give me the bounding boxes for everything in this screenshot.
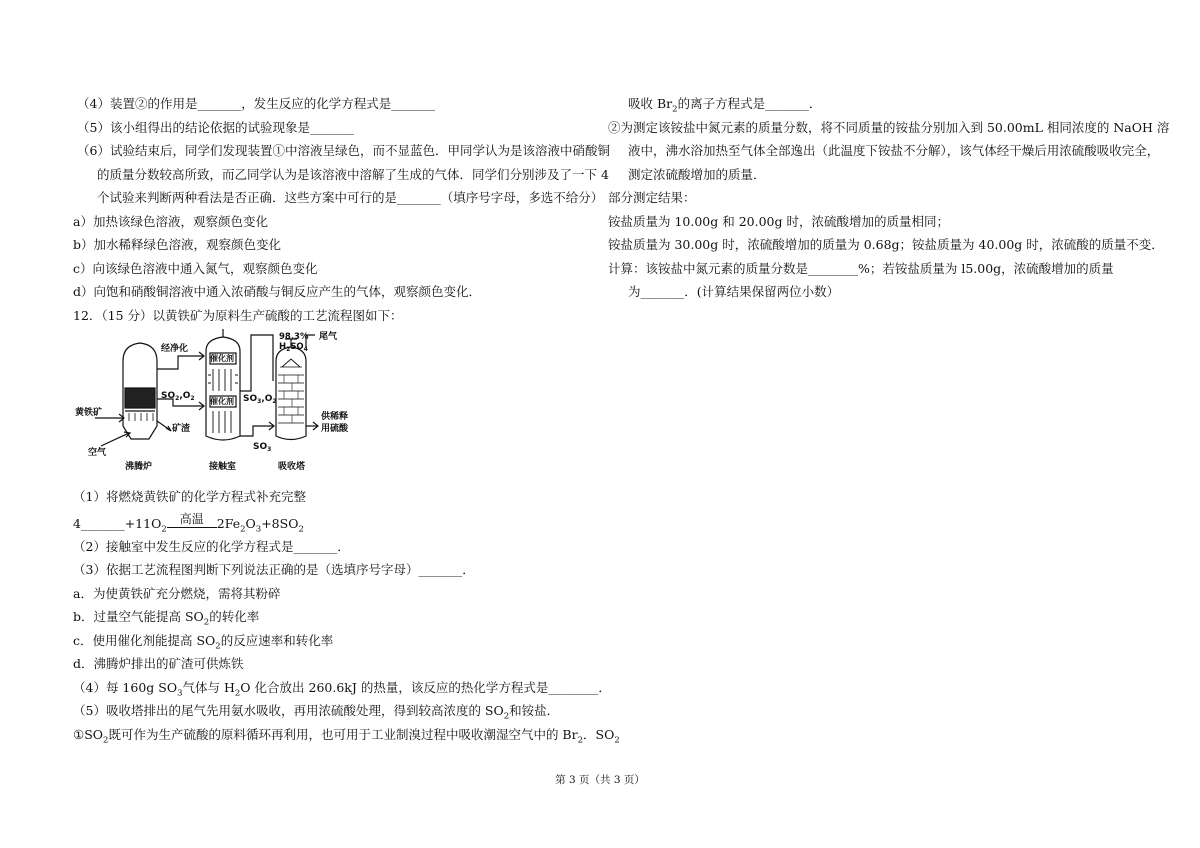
question-12-5: （5）吸收塔排出的尾气先用氨水吸收，再用浓硫酸处理，得到较高浓度的 $SO_2$和铵盐． (73, 703, 560, 722)
question-12-3-b: b．过量空气能提高 $SO_2$的转化率 (73, 609, 260, 628)
question-11-5: （5）该小组得出的结论依据的试验现象是_______ (77, 119, 354, 135)
label-so3: $SO_3$ (253, 442, 272, 453)
label-purified: 经净化 (161, 344, 189, 354)
label-dilution-acid-2: 用硫酸 (321, 424, 349, 434)
right-line-1: 吸收 $Br_2$的离子方程式是_______． (628, 96, 822, 115)
right-line-6: 铵盐质量为 10.00g 和 20.00g 时，浓硫酸增加的质量相同； (608, 213, 949, 229)
option-b: b）加水稀释绿色溶液，观察颜色变化 (73, 237, 282, 252)
label-98-3-percent: 98.3% (279, 332, 309, 342)
question-12-1: （1）将燃烧黄铁矿的化学方程式补充完整 (73, 489, 306, 504)
subscript: 2 (298, 524, 304, 534)
pyrite-combustion-equation (73, 509, 601, 535)
label-h2so4: $H_2SO_4$ (279, 342, 308, 353)
question-12-3: （3）依据工艺流程图判断下列说法正确的是（选填序号字母）_______． (73, 562, 475, 577)
right-line-4: 测定浓硫酸增加的质量． (628, 166, 766, 182)
question-11-4: （4）装置②的作用是_______，发生反应的化学方程式是_______ (77, 96, 435, 111)
question-12-5-1: $①SO_2$既可作为生产硫酸的原料循环再利用，也可用于工业制溴过程中吸收潮湿空气中的 $Br_2$．$SO_2$ (73, 726, 620, 745)
label-catalyst-2: 催化剂 (210, 397, 234, 406)
right-line-2: ②为测定该铵盐中氮元素的质量分数，将不同质量的铵盐分别加入到 50.00mL 相同浓度的 NaOH 溶 (608, 119, 1170, 135)
page-footer: 第 3 页（共 3 页） (555, 774, 645, 786)
label-absorption-tower: 吸收塔 (278, 462, 306, 472)
question-12-3-d: d．沸腾炉排出的矿渣可供炼铁 (73, 656, 244, 671)
contact-chamber (206, 329, 274, 440)
subscript: 2 (161, 524, 167, 534)
subscript: 2 (240, 524, 246, 534)
label-so2-o2: $SO_2,O_2$ (161, 391, 195, 402)
label-boiling-furnace: 沸腾炉 (125, 462, 153, 472)
right-column (608, 92, 1170, 304)
equation-right-b: O (245, 515, 256, 531)
question-12-4: （4）每 160g $SO_3$气体与 $H_2O$ 化合放出 260.6kJ 的热量，该反应的热化学方程式是________． (73, 679, 611, 698)
label-dilution-acid-1: 供稀释 (321, 412, 349, 422)
label-pyrite: 黄铁矿 (75, 408, 103, 418)
label-catalyst-1: 催化剂 (210, 354, 234, 363)
right-line-5: 部分测定结果： (608, 190, 696, 205)
label-tail-gas: 尾气 (319, 332, 338, 342)
reaction-arrow (167, 511, 217, 528)
label-air: 空气 (88, 448, 107, 458)
option-d: d）向饱和硝酸铜溶液中通入浓硝酸与铜反应产生的气体，观察颜色变化． (73, 284, 482, 299)
label-slag: 矿渣 (172, 424, 191, 434)
equation-right-c: +8SO (261, 515, 299, 531)
question-12-3-a: a．为使黄铁矿充分燃烧，需将其粉碎 (73, 585, 281, 601)
question-12-2: （2）接触室中发生反应的化学方程式是_______． (73, 538, 350, 554)
question-11-6-line1: （6）试验结束后，同学们发现装置①中溶液呈绿色，而不显蓝色．甲同学认为是该溶液中硝酸铜 (77, 143, 610, 158)
label-so3-o2: $SO_3,O_2$ (243, 394, 277, 405)
question-12-3-c: c．使用催化剂能提高 $SO_2$的反应速率和转化率 (73, 632, 334, 651)
right-line-8: 计算：该铵盐中氮元素的质量分数是________%；若铵盐质量为 l5.00g，浓硫酸增加的质量 (608, 260, 1114, 276)
reaction-condition: 高温 (179, 511, 204, 526)
equation-left: 4_______+11O (73, 515, 162, 531)
left-column (73, 92, 620, 746)
subscript: 3 (255, 524, 262, 534)
right-line-9: 为_______．(计算结果保留两位小数） (628, 284, 840, 299)
equation-right-a: 2Fe (216, 515, 241, 531)
sulfuric-acid-process-diagram (73, 331, 601, 481)
label-contact-chamber: 接触室 (209, 462, 237, 472)
question-11-6-line2: 的质量分数较高所致，而乙同学认为是该溶液中溶解了生成的气体．同学们分别涉及了一下 4 (97, 166, 609, 182)
right-line-7: 铵盐质量为 30.00g 时，浓硫酸增加的质量为 0.68g；铵盐质量为 40.00g 时，浓硫酸的质量不变． (608, 237, 1164, 252)
right-line-3: 液中，沸水浴加热至气体全部逸出（此温度下铵盐不分解），该气体经干燥后用浓硫酸吸收完全， (628, 143, 1160, 158)
question-12-heading: 12．（15 分）以黄铁矿为原料生产硫酸的工艺流程图如下： (73, 307, 403, 323)
process-flow-figure (73, 331, 393, 481)
option-c: c）向该绿色溶液中通入氮气，观察颜色变化 (73, 260, 318, 276)
option-a: a）加热该绿色溶液，观察颜色变化 (73, 213, 268, 229)
question-11-6-line3: 个试验来判断两种看法是否正确．这些方案中可行的是_______（填序号字母，多选不给分） (97, 190, 604, 205)
